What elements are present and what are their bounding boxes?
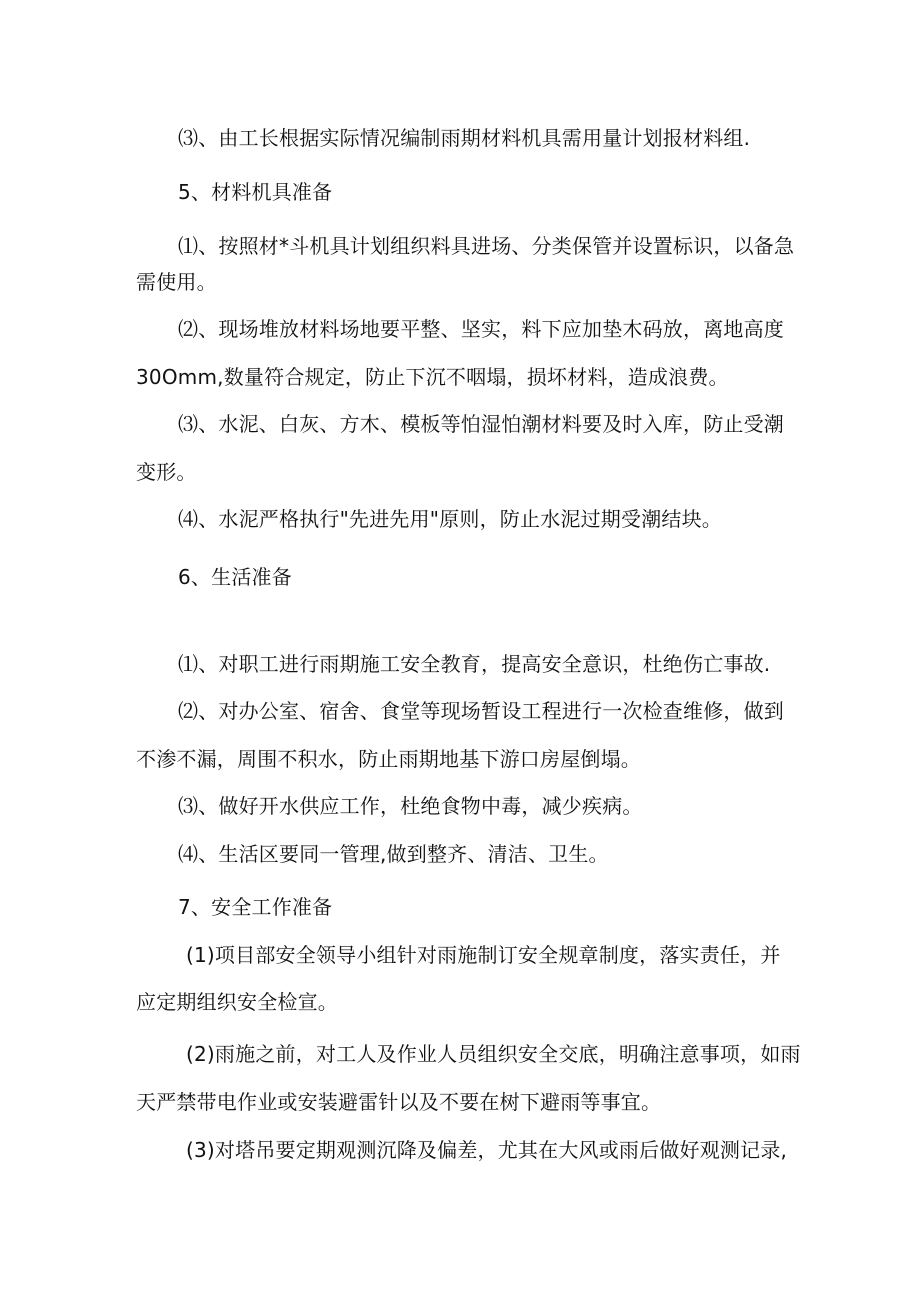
item-2-continued-living: 不渗不漏，周围不积水，防止雨期地基下游口房屋倒塌。 [136, 747, 641, 771]
item-1-arrange-equipment: ⑴、按照材*斗机具计划组织料具进场、分类保管并设置标识，以备急 [178, 234, 795, 258]
heading-7-safety-preparation: 7、安全工作准备 [178, 895, 333, 919]
item-4-living-area: ⑷、生活区要同一管理,做到整齐、清洁、卫生。 [178, 842, 609, 866]
item-3-tower-crane: (3)对塔吊要定期观测沉降及偏差，尤其在大风或雨后做好观测记录, [186, 1138, 788, 1162]
item-2-safety-briefing: (2)雨施之前，对工人及作业人员组织安全交底，明确注意事项，如雨 [186, 1042, 801, 1066]
item-3-moisture-materials: ⑶、水泥、白灰、方木、模板等怕湿怕潮材料要及时入库，防止受潮 [178, 412, 784, 436]
item-3-water-supply: ⑶、做好开水供应工作，杜绝食物中毒，减少疾病。 [178, 794, 643, 818]
heading-5-material-equipment: 5、材料机具准备 [178, 180, 333, 204]
item-3-material-plan: ⑶、由工长根据实际情况编制雨期材料机具需用量计划报材料组. [178, 126, 751, 150]
item-1-safety-rules: (1)项目部安全领导小组针对雨施制订安全规章制度，落实责任，并 [186, 943, 781, 967]
heading-6-living-preparation: 6、生活准备 [178, 565, 292, 589]
item-2-continued-safety: 天严禁带电作业或安装避雷针以及不要在树下避雨等事宜。 [136, 1090, 662, 1114]
item-1-safety-education: ⑴、对职工进行雨期施工安全教育，提高安全意识，杜绝伤亡事故. [178, 652, 771, 676]
item-2-facility-inspection: ⑵、对办公室、宿舍、食堂等现场暂设工程进行一次检查维修，做到 [178, 699, 784, 723]
item-3-continued: 变形。 [136, 460, 197, 484]
item-1-continued: 需使用。 [136, 270, 217, 294]
item-4-cement-rule: ⑷、水泥严格执行"先进先用"原则，防止水泥过期受潮结块。 [178, 507, 722, 531]
item-1-continued-safety: 应定期组织安全检宣。 [136, 990, 338, 1014]
item-2-stacking-site: ⑵、现场堆放材料场地要平整、坚实，料下应加垫木码放，离地高度 [178, 317, 784, 341]
item-2-continued: 30Omm,数量符合规定，防止下沉不咽塌，损坏材料，造成浪费。 [136, 365, 729, 389]
